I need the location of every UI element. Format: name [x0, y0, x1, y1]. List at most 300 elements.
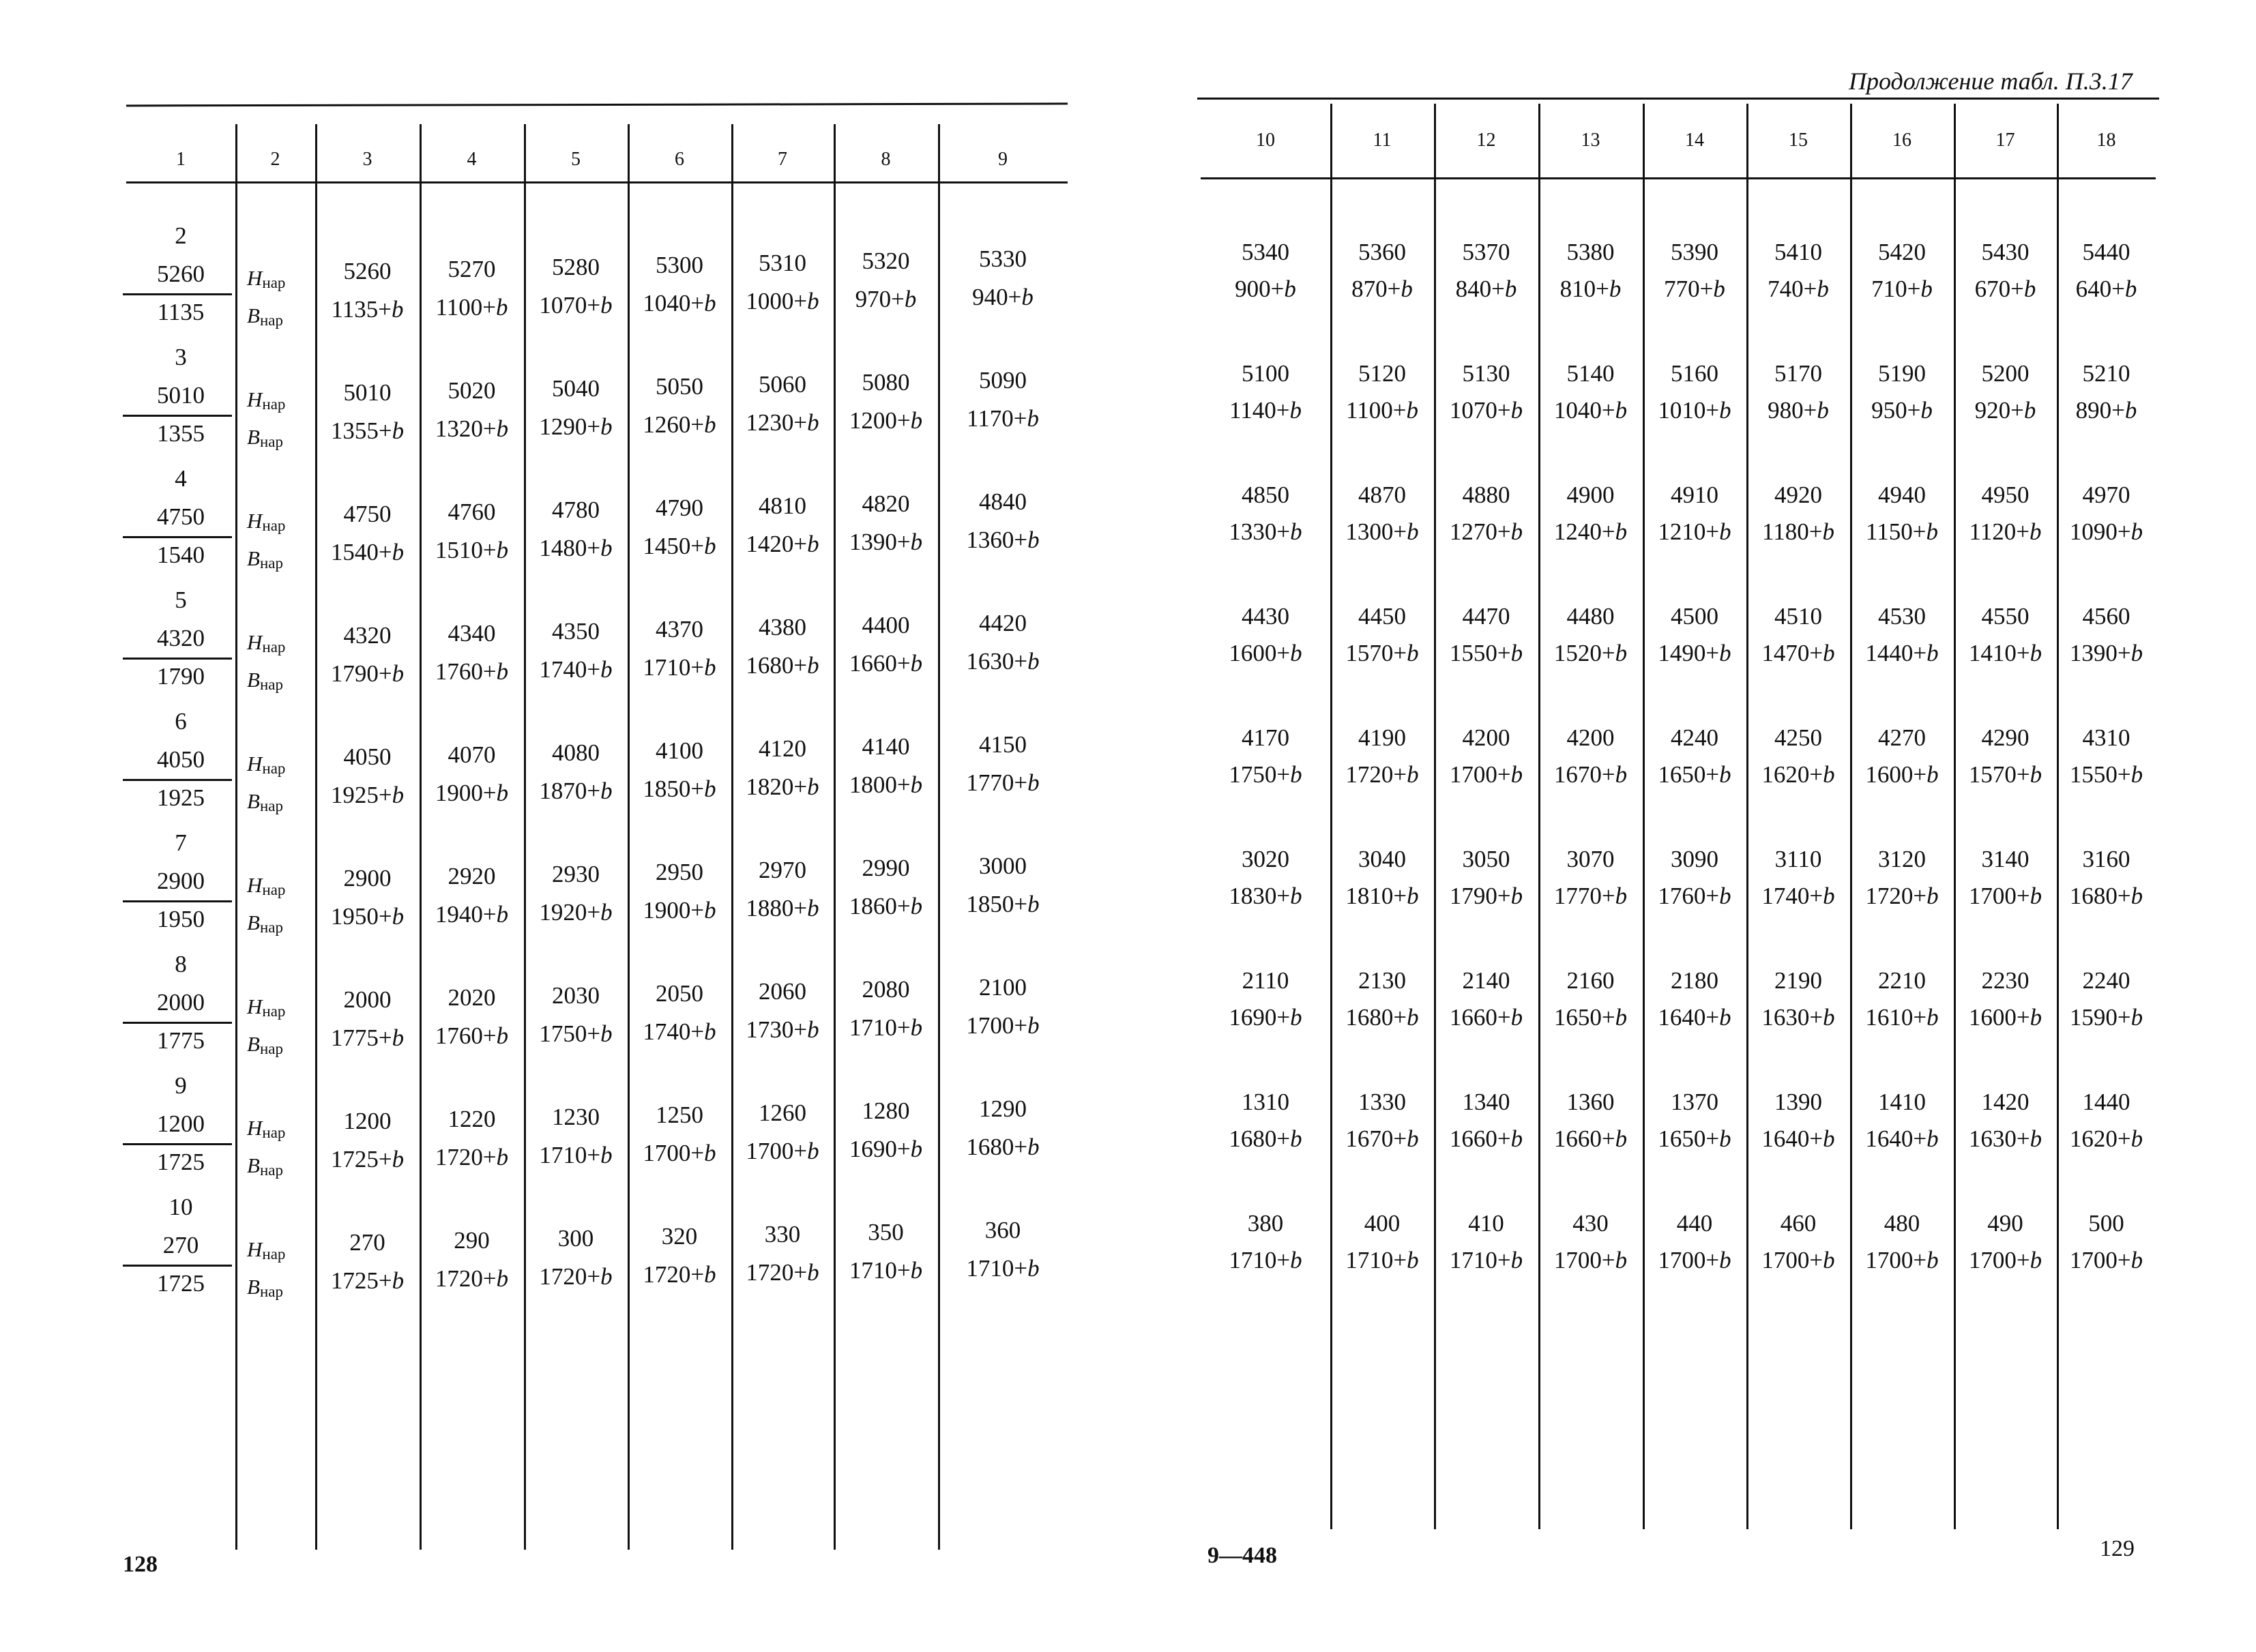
cell-h-value: 4310 [2082, 724, 2130, 751]
header-bottom-rule [1201, 177, 2156, 179]
cell-b-value: 1670+b [1345, 1125, 1419, 1152]
cell-b-value: 1660+b [1449, 1125, 1523, 1152]
cell-b-value: 1750+b [539, 1020, 613, 1047]
column-divider [628, 124, 630, 1550]
cell-h-value: 1260 [759, 1100, 806, 1126]
cell-h-value: 3000 [979, 853, 1027, 879]
cell-b-value: 1830+b [1229, 883, 1302, 909]
cell-h-value: 3090 [1671, 846, 1718, 872]
label-b-letter: B [247, 1275, 260, 1299]
label-h-nar [247, 745, 285, 788]
column-header: 16 [1892, 130, 1911, 151]
cell-h-value: 5320 [862, 248, 910, 274]
cell-h-value: 5360 [1358, 239, 1406, 265]
label-h-nar [247, 259, 285, 302]
cell-b-value: 1940+b [435, 901, 509, 928]
table-top-rule [1197, 98, 2159, 100]
cell-h-value: 5420 [1878, 239, 1926, 265]
cell-h-value: 4170 [1242, 724, 1289, 751]
label-h-letter: H [247, 266, 263, 290]
label-h-nar [247, 502, 285, 545]
cell-b-value: 1720+b [435, 1265, 509, 1292]
cell-b-value: 1590+b [2069, 1004, 2143, 1031]
cell-h-value: 1360 [1566, 1089, 1615, 1115]
cell-b-value: 1950+b [330, 903, 405, 930]
cell-b-value: 1150+b [1866, 518, 1938, 545]
cell-h-value: 4530 [1878, 603, 1926, 630]
cell-h-value: 4100 [656, 737, 703, 764]
label-b-nar [247, 661, 283, 704]
cell-b-value: 1700+b [643, 1140, 716, 1166]
cell-h-value: 5010 [343, 379, 392, 406]
cell-b-value: 1510+b [435, 537, 509, 563]
cell-h-value: 2950 [656, 859, 703, 885]
cell-b-value: 1820+b [746, 773, 819, 800]
cell-b-value: 1290+b [539, 413, 613, 440]
cell-h-value: 5140 [1566, 360, 1615, 387]
cell-h-value: 4780 [552, 497, 600, 523]
label-h-subscript: нар [262, 1124, 286, 1141]
row-fraction-numerator: 4750 [157, 503, 205, 530]
row-fraction-numerator: 5260 [157, 261, 205, 287]
label-b-subscript: нар [259, 555, 283, 572]
label-h-nar [247, 866, 285, 909]
cell-h-value: 4450 [1358, 603, 1406, 630]
label-b-letter: B [247, 425, 260, 449]
cell-b-value: 1750+b [1229, 761, 1302, 788]
label-b-nar [247, 540, 283, 582]
cell-h-value: 4400 [862, 612, 910, 638]
left-page [0, 0, 1126, 1652]
cell-h-value: 5130 [1462, 360, 1510, 387]
row-number: 4 [175, 465, 187, 492]
row-number: 7 [175, 829, 187, 856]
label-b-letter: B [247, 911, 260, 934]
column-header: 6 [675, 149, 684, 170]
cell-b-value: 710+b [1871, 276, 1933, 302]
cell-b-value: 1640+b [1658, 1004, 1731, 1031]
cell-b-value: 1355+b [330, 417, 405, 444]
cell-h-value: 1410 [1878, 1089, 1926, 1115]
label-h-subscript: нар [262, 1245, 286, 1263]
cell-b-value: 1680+b [2069, 883, 2143, 909]
cell-b-value: 1710+b [1229, 1247, 1302, 1273]
cell-b-value: 1620+b [1761, 761, 1835, 788]
cell-b-value: 1630+b [966, 648, 1040, 675]
cell-h-value: 5060 [759, 371, 806, 398]
row-fraction-numerator: 2900 [157, 868, 205, 894]
cell-b-value: 1230+b [746, 409, 819, 436]
cell-h-value: 4970 [2082, 482, 2130, 508]
cell-h-value: 5340 [1242, 239, 1289, 265]
label-b-nar [247, 1268, 283, 1311]
cell-h-value: 2990 [862, 855, 910, 881]
page-number: 128 [123, 1552, 158, 1577]
cell-b-value: 1720+b [435, 1144, 509, 1170]
cell-h-value: 2190 [1774, 967, 1822, 994]
cell-h-value: 2970 [759, 857, 806, 883]
cell-h-value: 1370 [1671, 1089, 1718, 1115]
cell-b-value: 1700+b [1968, 883, 2042, 909]
cell-h-value: 4070 [448, 741, 496, 768]
cell-b-value: 1660+b [1449, 1004, 1523, 1031]
cell-b-value: 1850+b [966, 891, 1040, 917]
cell-h-value: 2030 [552, 982, 600, 1009]
cell-h-value: 1230 [552, 1104, 600, 1130]
cell-b-value: 1710+b [1345, 1247, 1419, 1273]
cell-h-value: 4900 [1566, 482, 1615, 508]
cell-b-value: 1550+b [1449, 640, 1523, 666]
table-continuation-caption: Продолжение табл. П.3.17 [1849, 68, 2133, 95]
cell-b-value: 1610+b [1865, 1004, 1939, 1031]
cell-h-value: 4510 [1774, 603, 1822, 630]
cell-b-value: 1700+b [1761, 1247, 1835, 1273]
cell-b-value: 1700+b [2069, 1247, 2143, 1273]
cell-b-value: 900+b [1235, 276, 1296, 302]
cell-b-value: 1600+b [1968, 1004, 2042, 1031]
row-fraction-denominator: 1725 [157, 1149, 205, 1175]
cell-h-value: 4370 [656, 616, 703, 643]
cell-h-value: 480 [1884, 1210, 1920, 1237]
cell-b-value: 1725+b [330, 1267, 405, 1294]
cell-h-value: 380 [1247, 1210, 1284, 1237]
column-divider [420, 124, 422, 1550]
column-divider [1434, 104, 1436, 1529]
label-h-letter: H [247, 873, 263, 897]
cell-b-value: 1240+b [1553, 518, 1628, 545]
cell-b-value: 1690+b [1229, 1004, 1302, 1031]
label-h-letter: H [247, 994, 263, 1018]
row-fraction-denominator: 1135 [157, 299, 205, 325]
cell-b-value: 1720+b [643, 1261, 716, 1288]
row-fraction-denominator: 1775 [157, 1027, 205, 1054]
cell-h-value: 270 [349, 1229, 385, 1256]
cell-h-value: 2900 [343, 865, 392, 891]
cell-h-value: 4240 [1671, 724, 1718, 751]
row-fraction-numerator: 5010 [157, 382, 205, 409]
cell-h-value: 1420 [1981, 1089, 2030, 1115]
cell-h-value: 5100 [1242, 360, 1289, 387]
cell-b-value: 1720+b [539, 1263, 613, 1290]
cell-h-value: 320 [661, 1223, 698, 1250]
cell-b-value: 980+b [1768, 397, 1829, 424]
cell-b-value: 1210+b [1658, 518, 1731, 545]
cell-h-value: 5300 [656, 252, 703, 278]
cell-b-value: 1680+b [1229, 1125, 1302, 1152]
cell-h-value: 5260 [343, 258, 392, 284]
column-header: 12 [1476, 130, 1496, 151]
cell-b-value: 1660+b [1553, 1125, 1628, 1152]
cell-b-value: 1390+b [849, 529, 923, 555]
cell-h-value: 4750 [343, 501, 392, 527]
cell-b-value: 1010+b [1658, 397, 1731, 424]
cell-b-value: 1700+b [966, 1012, 1040, 1039]
cell-h-value: 2050 [656, 980, 703, 1007]
cell-h-value: 400 [1364, 1210, 1401, 1237]
cell-h-value: 4150 [979, 731, 1027, 758]
table-top-rule [126, 103, 1068, 107]
column-divider [235, 124, 237, 1550]
column-header: 17 [1995, 130, 2015, 151]
cell-h-value: 3160 [2082, 846, 2130, 872]
row-number: 9 [175, 1072, 187, 1099]
column-header: 10 [1256, 130, 1275, 151]
cell-h-value: 4080 [552, 739, 600, 766]
cell-b-value: 1630+b [1968, 1125, 2042, 1152]
label-h-subscript: нар [262, 881, 286, 898]
cell-b-value: 1720+b [746, 1259, 819, 1286]
cell-b-value: 1000+b [746, 288, 819, 314]
cell-h-value: 4880 [1462, 482, 1510, 508]
cell-b-value: 1540+b [330, 539, 405, 565]
cell-h-value: 5410 [1774, 239, 1822, 265]
label-h-letter: H [247, 752, 263, 776]
cell-h-value: 5090 [979, 367, 1027, 394]
label-h-letter: H [247, 1116, 263, 1140]
cell-b-value: 1300+b [1345, 518, 1419, 545]
cell-h-value: 1330 [1358, 1089, 1406, 1115]
column-header: 3 [362, 149, 372, 170]
cell-b-value: 1200+b [849, 407, 923, 434]
cell-h-value: 1200 [343, 1108, 392, 1134]
cell-h-value: 4820 [862, 490, 910, 517]
cell-b-value: 1710+b [1449, 1247, 1523, 1273]
cell-b-value: 1700+b [1449, 761, 1523, 788]
cell-b-value: 1770+b [1553, 883, 1628, 909]
cell-b-value: 1700+b [1553, 1247, 1628, 1273]
label-h-letter: H [247, 1237, 263, 1261]
cell-h-value: 4790 [656, 495, 703, 521]
label-b-subscript: нар [259, 676, 283, 693]
cell-h-value: 5370 [1462, 239, 1510, 265]
label-h-subscript: нар [262, 396, 286, 413]
cell-b-value: 1800+b [849, 771, 923, 798]
cell-h-value: 2060 [759, 978, 806, 1005]
cell-h-value: 4950 [1981, 482, 2030, 508]
label-h-subscript: нар [262, 760, 286, 777]
cell-h-value: 4200 [1462, 724, 1510, 751]
cell-b-value: 1680+b [746, 652, 819, 679]
row-fraction-numerator: 270 [162, 1232, 199, 1258]
cell-h-value: 2140 [1462, 967, 1510, 994]
cell-h-value: 5050 [656, 373, 703, 400]
cell-b-value: 1570+b [1345, 640, 1419, 666]
cell-h-value: 3110 [1774, 846, 1822, 872]
cell-h-value: 5210 [2082, 360, 2130, 387]
cell-h-value: 4910 [1671, 482, 1718, 508]
cell-h-value: 1310 [1242, 1089, 1289, 1115]
cell-b-value: 1810+b [1345, 883, 1419, 909]
right-page [1126, 0, 2256, 1652]
row-fraction-denominator: 1540 [157, 542, 205, 568]
cell-b-value: 1100+b [1346, 397, 1418, 424]
cell-h-value: 5200 [1981, 360, 2030, 387]
cell-b-value: 1660+b [849, 650, 923, 677]
cell-b-value: 1860+b [849, 893, 923, 919]
cell-b-value: 1760+b [1658, 883, 1731, 909]
row-fraction-numerator: 1200 [157, 1110, 205, 1137]
cell-h-value: 2230 [1981, 967, 2030, 994]
cell-b-value: 1710+b [966, 1255, 1040, 1282]
column-divider [834, 124, 836, 1550]
cell-b-value: 1740+b [643, 1018, 716, 1045]
cell-h-value: 3140 [1981, 846, 2030, 872]
label-b-subscript: нар [259, 1283, 283, 1300]
label-b-letter: B [247, 789, 260, 813]
label-b-subscript: нар [259, 433, 283, 450]
cell-b-value: 1700+b [1658, 1247, 1731, 1273]
column-header: 2 [270, 149, 280, 170]
cell-h-value: 5330 [979, 246, 1027, 272]
cell-h-value: 4270 [1878, 724, 1926, 751]
column-header: 18 [2096, 130, 2116, 151]
label-b-subscript: нар [259, 312, 283, 329]
cell-h-value: 2930 [552, 861, 600, 887]
cell-b-value: 1520+b [1553, 640, 1628, 666]
cell-b-value: 1480+b [539, 535, 613, 561]
cell-h-value: 360 [984, 1217, 1021, 1243]
cell-h-value: 2180 [1671, 967, 1718, 994]
cell-h-value: 430 [1572, 1210, 1609, 1237]
cell-h-value: 350 [868, 1219, 904, 1245]
cell-b-value: 970+b [855, 286, 917, 312]
signature-mark: 9—448 [1207, 1543, 1277, 1568]
cell-h-value: 460 [1780, 1210, 1817, 1237]
cell-b-value: 740+b [1768, 276, 1829, 302]
cell-h-value: 4200 [1566, 724, 1615, 751]
label-b-letter: B [247, 304, 260, 327]
cell-b-value: 1320+b [435, 415, 509, 442]
column-header: 1 [176, 149, 186, 170]
column-header: 11 [1373, 130, 1392, 151]
cell-h-value: 4850 [1242, 482, 1289, 508]
label-b-subscript: нар [259, 1162, 283, 1179]
cell-b-value: 1900+b [435, 780, 509, 806]
cell-b-value: 1680+b [966, 1134, 1040, 1160]
cell-h-value: 4420 [979, 610, 1027, 636]
label-b-nar [247, 418, 283, 461]
cell-h-value: 5280 [552, 254, 600, 280]
cell-h-value: 2160 [1566, 967, 1615, 994]
cell-b-value: 1880+b [746, 895, 819, 921]
cell-h-value: 3040 [1358, 846, 1406, 872]
column-header: 4 [467, 149, 477, 170]
cell-h-value: 4760 [448, 499, 496, 525]
cell-h-value: 5080 [862, 369, 910, 396]
cell-h-value: 5160 [1671, 360, 1718, 387]
cell-h-value: 5020 [448, 377, 496, 404]
cell-h-value: 2000 [343, 986, 392, 1013]
cell-h-value: 4250 [1774, 724, 1822, 751]
cell-h-value: 330 [764, 1221, 801, 1248]
cell-b-value: 1650+b [1553, 1004, 1628, 1031]
column-divider [2057, 104, 2059, 1529]
cell-h-value: 3120 [1878, 846, 1926, 872]
cell-b-value: 890+b [2075, 397, 2137, 424]
column-divider [1330, 104, 1332, 1529]
cell-h-value: 1220 [448, 1106, 496, 1132]
column-header: 14 [1685, 130, 1704, 151]
cell-h-value: 3070 [1566, 846, 1615, 872]
cell-b-value: 1410+b [1968, 640, 2042, 666]
cell-b-value: 1640+b [1761, 1125, 1835, 1152]
cell-h-value: 500 [2088, 1210, 2124, 1237]
cell-b-value: 1040+b [1553, 397, 1628, 424]
cell-b-value: 1680+b [1345, 1004, 1419, 1031]
cell-b-value: 1180+b [1762, 518, 1834, 545]
cell-b-value: 1120+b [1969, 518, 2042, 545]
cell-h-value: 5380 [1566, 239, 1615, 265]
cell-h-value: 4120 [759, 735, 806, 762]
row-fraction-denominator: 1725 [157, 1270, 205, 1297]
cell-b-value: 1925+b [330, 782, 405, 808]
label-h-letter: H [247, 509, 263, 533]
cell-h-value: 4430 [1242, 603, 1289, 630]
label-h-nar [247, 1109, 285, 1152]
cell-b-value: 1730+b [746, 1016, 819, 1043]
label-h-nar [247, 1230, 285, 1273]
cell-h-value: 1440 [2082, 1089, 2130, 1115]
cell-b-value: 670+b [1974, 276, 2036, 302]
label-b-letter: B [247, 1032, 260, 1056]
cell-b-value: 1490+b [1658, 640, 1731, 666]
cell-b-value: 1170+b [967, 405, 1039, 432]
cell-b-value: 1450+b [643, 533, 716, 559]
column-header: 7 [778, 149, 787, 170]
cell-b-value: 1470+b [1761, 640, 1835, 666]
cell-b-value: 840+b [1455, 276, 1517, 302]
cell-b-value: 1040+b [643, 290, 716, 316]
row-number: 2 [175, 222, 187, 249]
cell-b-value: 1760+b [435, 658, 509, 685]
cell-h-value: 4380 [759, 614, 806, 640]
cell-b-value: 1135+b [331, 296, 404, 323]
column-header: 13 [1581, 130, 1600, 151]
cell-b-value: 1775+b [330, 1024, 405, 1051]
label-h-nar [247, 381, 285, 424]
row-number: 10 [169, 1194, 193, 1220]
column-divider [1643, 104, 1645, 1529]
cell-b-value: 1725+b [330, 1146, 405, 1172]
column-divider [731, 124, 733, 1550]
cell-b-value: 1710+b [643, 654, 716, 681]
label-b-nar [247, 904, 283, 947]
cell-b-value: 1740+b [539, 656, 613, 683]
cell-h-value: 4940 [1878, 482, 1926, 508]
cell-h-value: 290 [454, 1227, 490, 1254]
cell-b-value: 1760+b [435, 1022, 509, 1049]
cell-b-value: 1700+b [746, 1138, 819, 1164]
column-divider [1538, 104, 1540, 1529]
cell-b-value: 1700+b [1968, 1247, 2042, 1273]
cell-h-value: 2240 [2082, 967, 2130, 994]
cell-b-value: 1690+b [849, 1136, 923, 1162]
row-fraction-denominator: 1790 [157, 663, 205, 690]
cell-h-value: 1340 [1462, 1089, 1510, 1115]
cell-h-value: 2080 [862, 976, 910, 1003]
cell-b-value: 1620+b [2069, 1125, 2143, 1152]
cell-h-value: 4920 [1774, 482, 1822, 508]
cell-h-value: 4500 [1671, 603, 1718, 630]
cell-b-value: 1790+b [1449, 883, 1523, 909]
cell-b-value: 1700+b [1865, 1247, 1939, 1273]
cell-h-value: 2130 [1358, 967, 1406, 994]
cell-b-value: 1420+b [746, 531, 819, 557]
cell-b-value: 1090+b [2069, 518, 2143, 545]
column-divider [1850, 104, 1852, 1529]
cell-h-value: 490 [1987, 1210, 2023, 1237]
row-number: 5 [175, 587, 187, 613]
